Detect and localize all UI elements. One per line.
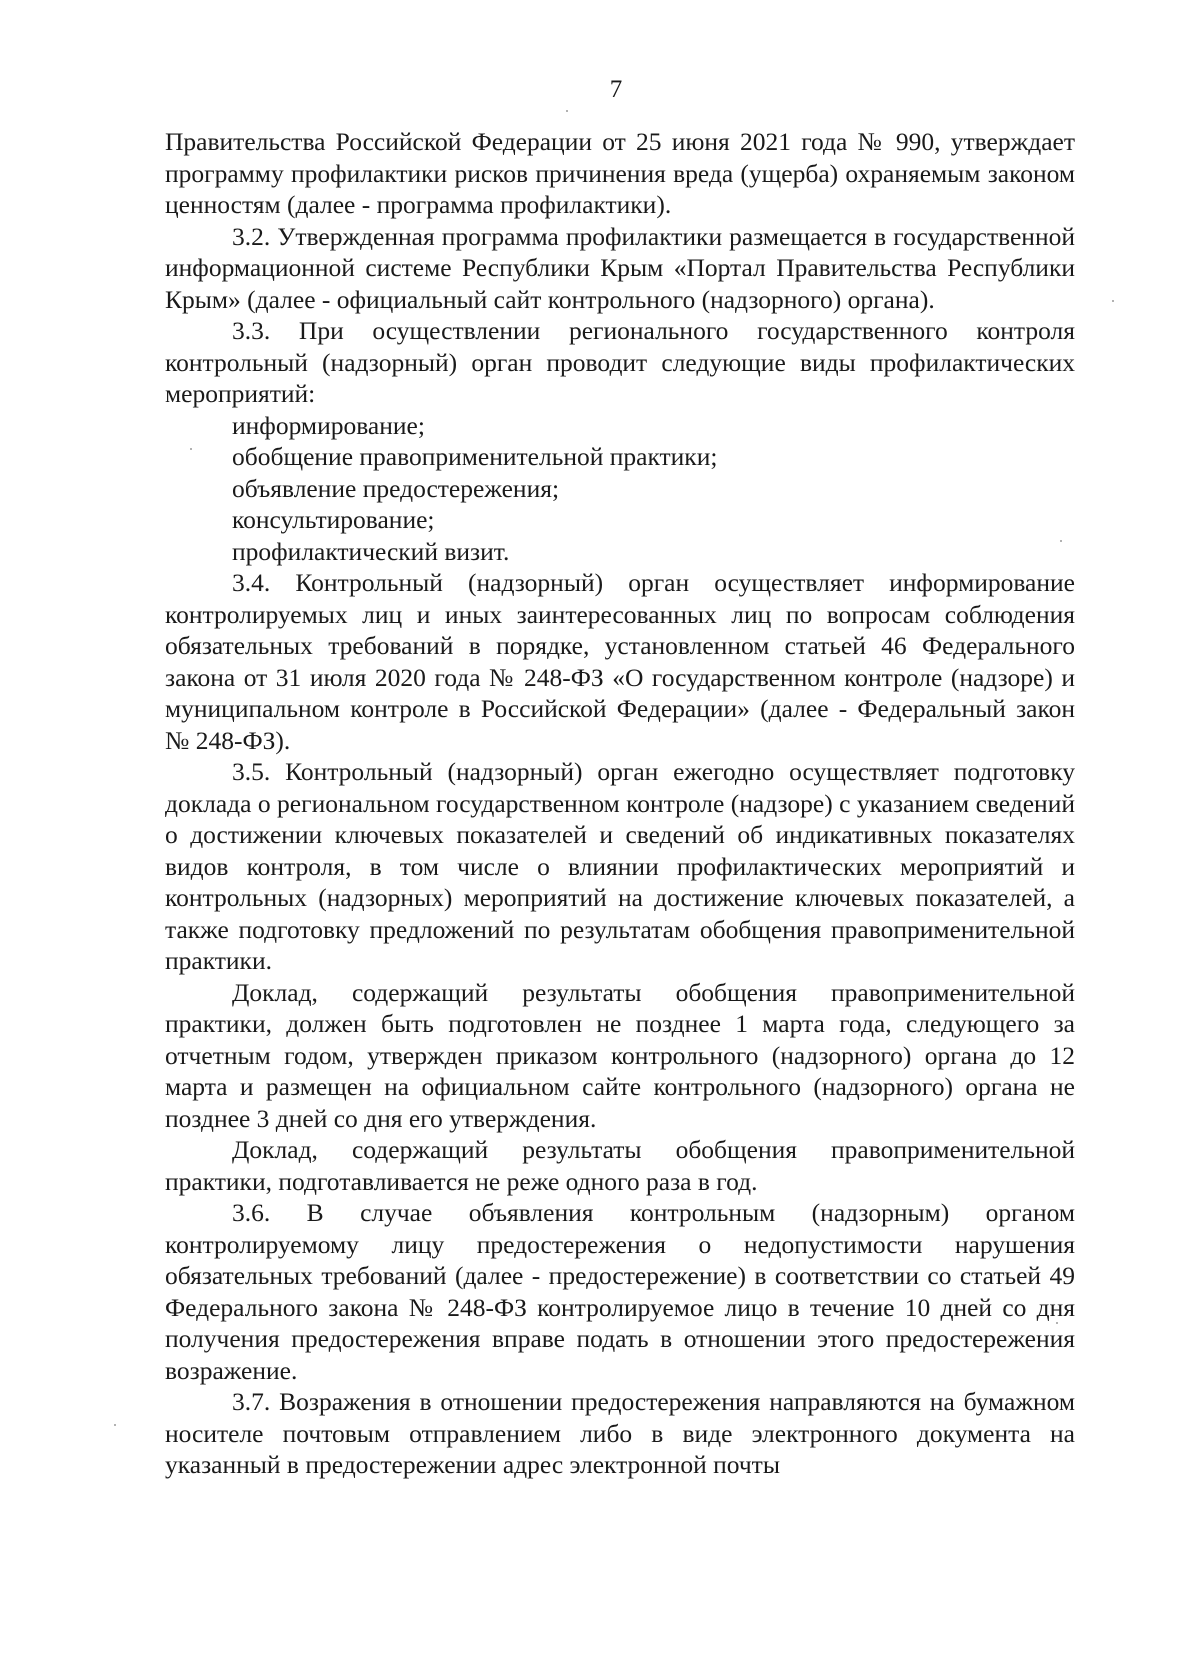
scan-speck xyxy=(1060,540,1062,542)
scan-speck xyxy=(1112,300,1114,302)
paragraph-continuation: Правительства Российской Федерации от 25 июня 2021 года № 990, утверждает программу профилактики рисков причинения вреда (ущерба) охраняемым законом ценностям (далее - программа профилактики). xyxy=(165,127,1075,219)
paragraph-3-2: 3.2. Утвержденная программа профилактики размещается в государственной информационной системе Республики Крым «Портал Правительства Республики Крым» (далее - официальный сайт контрольного (надзорного) органа). xyxy=(165,221,1075,314)
document-body xyxy=(165,126,1075,1481)
paragraph-3-3: 3.3. При осуществлении регионального государственного контроля контрольный (надзорный) орган проводит следующие виды профилактических мероприятий: xyxy=(165,316,1075,408)
list-item: объявление предостережения; xyxy=(232,473,560,503)
page-number: 7 xyxy=(609,76,623,103)
scan-speck xyxy=(190,448,192,450)
paragraph-3-7: 3.7. Возражения в отношении предостережения направляются на бумажном носителе почтовым отправлением либо в виде электронного документа на указанный в предостережении адрес электронной почты xyxy=(165,1387,1075,1479)
paragraph-report-frequency: Доклад, содержащий результаты обобщения правоприменительной практики, подготавливается не реже одного раза в год. xyxy=(165,1135,1075,1196)
paragraph-3-5: 3.5. Контрольный (надзорный) орган ежегодно осуществляет подготовку доклада о региональном государственном контроле (надзоре) с указанием сведений о достижении ключевых показателей и сведений об индикативных показателях видов контроля, в том числе о влиянии профилактических мероприятий и контрольных (надзорных) мероприятий на достижение ключевых показателей, а также подготовку предложений по результатам обобщения правоприменительной практики. xyxy=(165,757,1075,975)
paragraph-3-6: 3.6. В случае объявления контрольным (надзорным) органом контролируемому лицу предостережения о недопустимости нарушения обязательных требований (далее - предостережение) в соответствии со статьей 49 Федерального закона № 248-ФЗ контролируемое лицо в течение 10 дней со дня получения предостережения вправе подать в отношении этого предостережения возражение. xyxy=(165,1198,1075,1385)
scan-speck xyxy=(114,1424,116,1426)
scan-speck xyxy=(566,110,568,112)
measures-list xyxy=(165,410,1075,568)
list-item: обобщение правоприменительной практики; xyxy=(232,442,718,471)
paragraph-report-deadline: Доклад, содержащий результаты обобщения правоприменительной практики, должен быть подготовлен не позднее 1 марта года, следующего за отчетным годом, утвержден приказом контрольного (надзорного) органа до 12 марта и размещен на официальном сайте контрольного (надзорного) органа не позднее 3 дней со дня его утверждения. xyxy=(165,977,1075,1133)
scan-speck xyxy=(1056,1322,1058,1324)
paragraph-3-4: 3.4. Контрольный (надзорный) орган осуществляет информирование контролируемых лиц и иных заинтересованных лиц по вопросам соблюдения обязательных требований в порядке, установленном статьей 46 Федерального закона от 31 июля 2020 года № 248-ФЗ «О государственном контроле (надзоре) и муниципальном контроле в Российской Федерации» (далее - Федеральный закон № 248-ФЗ). xyxy=(165,568,1075,755)
list-item: информирование; xyxy=(232,410,425,440)
list-item: консультирование; xyxy=(232,505,435,534)
list-item: профилактический визит. xyxy=(232,536,510,566)
